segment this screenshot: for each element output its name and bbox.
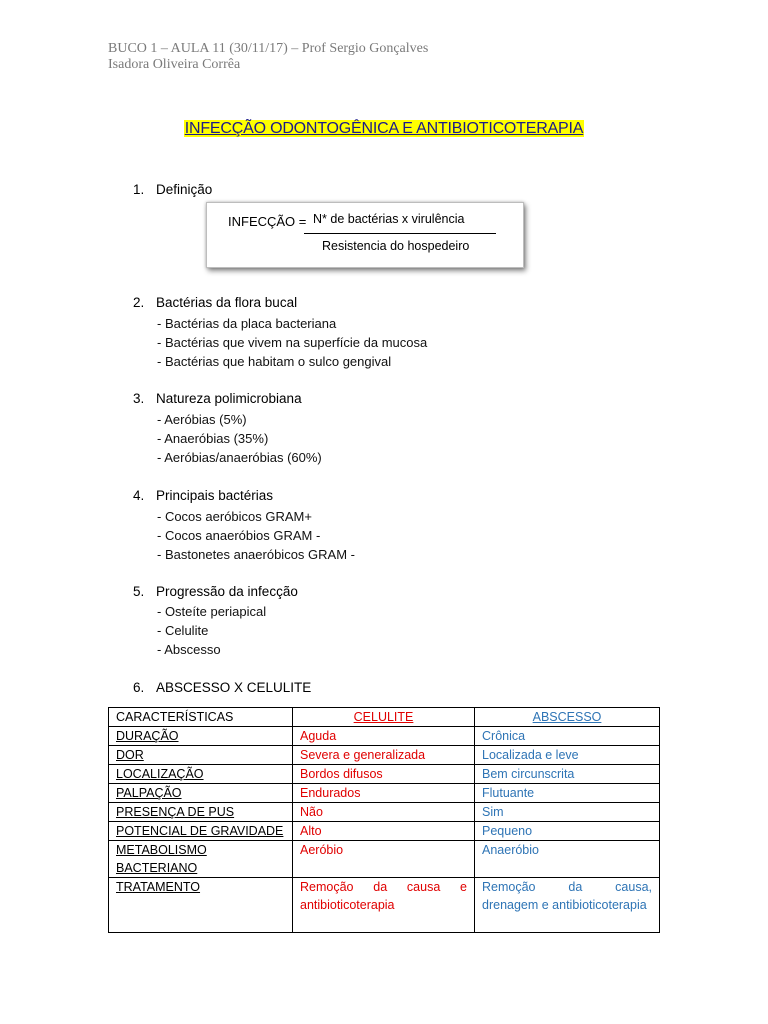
celulite-cell: Alto [293, 822, 475, 841]
celulite-cell: Aeróbio [293, 841, 475, 878]
abscesso-cell: Anaeróbio [475, 841, 660, 878]
celulite-cell: Remoção da causa e antibioticoterapia [293, 878, 475, 933]
section-title: Progressão da infecção [156, 584, 298, 599]
row-label: DOR [109, 746, 293, 765]
section-title: ABSCESSO X CELULITE [156, 680, 312, 695]
list-item: - Cocos anaeróbios GRAM - [157, 528, 321, 543]
natureza-list [157, 410, 322, 467]
list-item: - Anaeróbias (35%) [157, 431, 269, 446]
celulite-cell: Aguda [293, 727, 475, 746]
section-abscesso-x-celulite [133, 680, 311, 695]
table-header-row [109, 708, 660, 727]
formula-label: INFECÇÃO = [228, 214, 307, 229]
list-item: - Bastonetes anaeróbicos GRAM - [157, 547, 355, 562]
document-title-wrap [0, 120, 768, 138]
header-abscesso: ABSCESSO [475, 708, 660, 727]
row-label: TRATAMENTO [109, 878, 293, 933]
list-item: - Bactérias que habitam o sulco gengival [157, 354, 392, 369]
comparison-table [108, 707, 660, 933]
abscesso-cell: Remoção da causa, drenagem e antibioticoterapia [475, 878, 660, 933]
row-label: DURAÇÃO [109, 727, 293, 746]
section-number: 6. [133, 680, 145, 695]
formula-box [206, 202, 524, 268]
flora-bucal-list [157, 314, 427, 371]
list-item: - Aeróbias/anaeróbias (60%) [157, 450, 322, 465]
abscesso-cell: Localizada e leve [475, 746, 660, 765]
abscesso-cell: Crônica [475, 727, 660, 746]
section-number: 4. [133, 488, 145, 503]
abscesso-cell: Pequeno [475, 822, 660, 841]
list-item: - Bactérias da placa bacteriana [157, 316, 337, 331]
table-row [109, 784, 660, 803]
section-title: Bactérias da flora bucal [156, 295, 298, 310]
section-title: Definição [156, 182, 213, 197]
celulite-cell: Bordos difusos [293, 765, 475, 784]
celulite-cell: Endurados [293, 784, 475, 803]
header-caracteristicas: CARACTERÍSTICAS [109, 708, 293, 727]
formula-denominator: Resistencia do hospedeiro [322, 239, 470, 253]
section-title: Principais bactérias [156, 488, 274, 503]
row-label: POTENCIAL DE GRAVIDADE [109, 822, 293, 841]
fraction-line [304, 233, 496, 234]
list-item: - Cocos aeróbicos GRAM+ [157, 509, 312, 524]
row-label: METABOLISMO BACTERIANO [109, 841, 293, 878]
list-item: - Abscesso [157, 642, 221, 657]
section-title: Natureza polimicrobiana [156, 391, 302, 406]
principais-list [157, 507, 355, 564]
list-item: - Celulite [157, 623, 209, 638]
table-row [109, 746, 660, 765]
section-flora-bucal [133, 295, 297, 310]
abscesso-cell: Sim [475, 803, 660, 822]
table-row [109, 822, 660, 841]
formula-numerator: N* de bactérias x virulência [313, 212, 465, 226]
table-row [109, 841, 660, 878]
list-item: - Bactérias que vivem na superfície da mucosa [157, 335, 428, 350]
row-label: PALPAÇÃO [109, 784, 293, 803]
celulite-cell: Severa e generalizada [293, 746, 475, 765]
celulite-cell: Não [293, 803, 475, 822]
section-principais-bacterias [133, 488, 273, 503]
section-number: 3. [133, 391, 145, 406]
row-label: PRESENÇA DE PUS [109, 803, 293, 822]
section-number: 5. [133, 584, 145, 599]
section-definicao [133, 182, 212, 197]
section-number: 2. [133, 295, 145, 310]
row-label: LOCALIZAÇÃO [109, 765, 293, 784]
table-row [109, 765, 660, 784]
progressao-list [157, 602, 266, 659]
header-author-line: Isadora Oliveira Corrêa [108, 57, 241, 72]
table-row [109, 803, 660, 822]
header-course-line: BUCO 1 – AULA 11 (30/11/17) – Prof Sergio Gonçalves [108, 41, 429, 56]
table-row [109, 878, 660, 933]
section-natureza-polimicrobiana [133, 391, 302, 406]
document-header [108, 41, 428, 73]
list-item: - Aeróbias (5%) [157, 412, 247, 427]
section-progressao [133, 584, 298, 599]
abscesso-cell: Flutuante [475, 784, 660, 803]
list-item: - Osteíte periapical [157, 604, 267, 619]
header-celulite: CELULITE [293, 708, 475, 727]
abscesso-cell: Bem circunscrita [475, 765, 660, 784]
document-title: INFECÇÃO ODONTOGÊNICA E ANTIBIOTICOTERAPIA [184, 120, 584, 137]
table-row [109, 727, 660, 746]
section-number: 1. [133, 182, 145, 197]
